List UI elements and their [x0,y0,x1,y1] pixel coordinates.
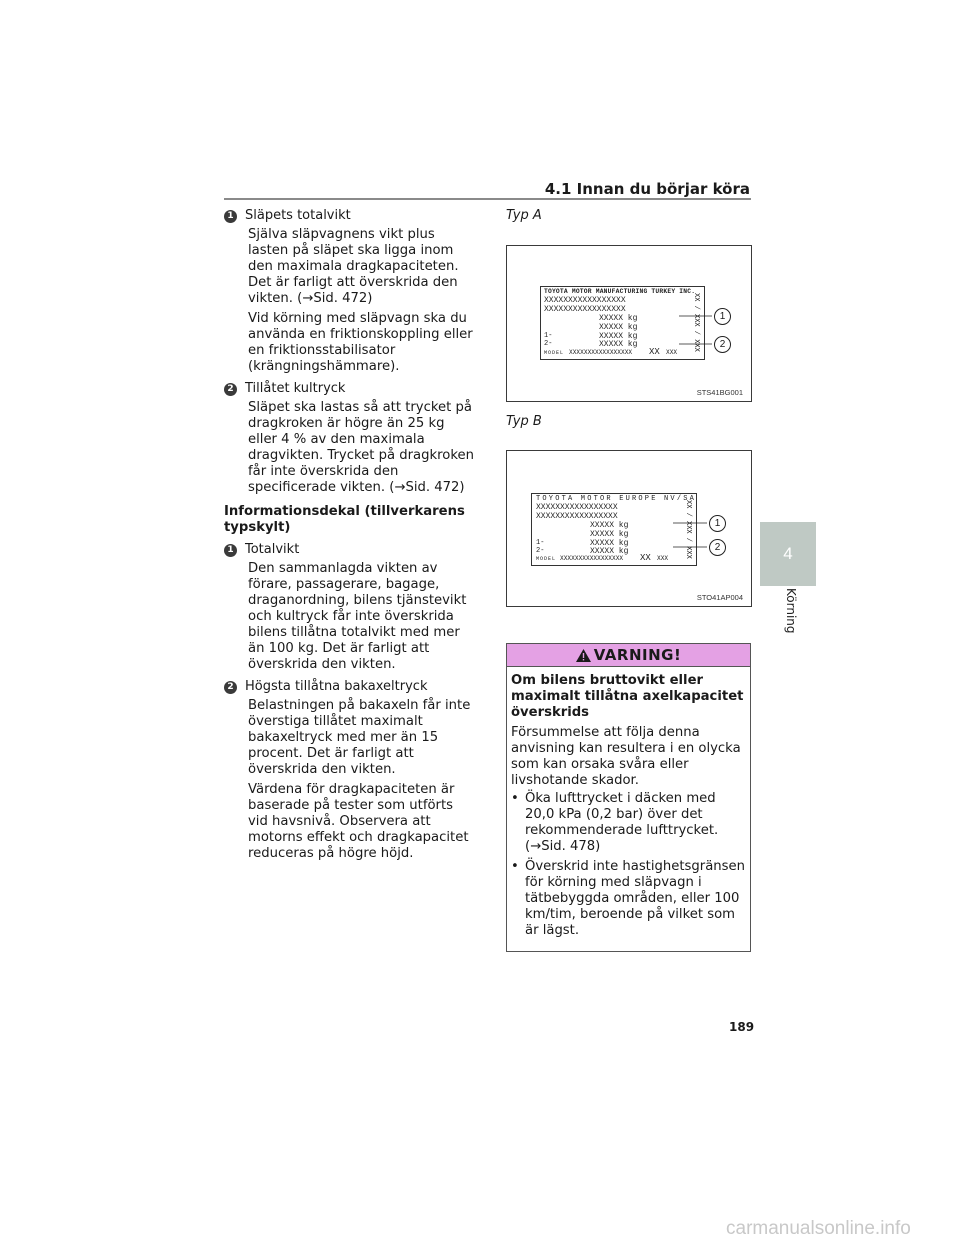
chapter-number: 4 [783,544,793,563]
plate-line: XXXXXXXXXXXXXXXXX [536,512,618,521]
plate-prefix: 2- [536,547,545,555]
circled-number-1: 1 [224,210,237,223]
plate-side-text: XX / XXX / XXX [684,500,692,559]
plate-model-xx: XX [649,347,660,357]
plate-weight: XXXXX kg [599,332,638,341]
type-b-label: Typ B [506,414,542,429]
item-title: Släpets totalvikt [245,208,351,223]
plate-model-value: XXXXXXXXXXXXXXXXX [560,555,624,562]
callout-leader-lines [507,246,751,401]
paragraph: Värdena för dragkapaciteten är baserade på tester som utförts vid havsnivå. Observera att motorns effekt och dragkapacitet reduceras på högre höjd. [248,782,469,861]
item-trailer-total-weight [224,208,474,375]
plate-weight: XXXXX kg [590,521,629,530]
plate-model-label: MODEL [544,350,565,356]
plate-model-label: MODEL [536,556,557,562]
figure-type-a [506,245,752,402]
page-number: 189 [729,1020,755,1034]
plate-line: XXXXXXXXXXXXXXXXX [544,296,626,305]
item-title: Tillåtet kultryck [245,381,346,396]
plate-line: XXXXXXXXXXXXXXXXX [536,503,618,512]
bullet-text: Öka lufttrycket i däcken med 20,0 kPa (0,2 bar) över det rekommenderade lufttrycket. (→Sid. 478) [525,791,719,854]
callout-2: 2 [714,336,731,353]
plate-weight: XXXXX kg [599,314,638,323]
callout-2: 2 [709,539,726,556]
figure-code: STS41BG001 [696,388,743,397]
item-rear-axle-load [224,679,474,862]
plate-prefix: 1- [536,539,545,547]
paragraph: Själva släpvagnens vikt plus lasten på släpet ska ligga inom den maximala dragkapaciteten. Det är farligt att överskrida den vikten. (→Sid. 472) [248,227,459,306]
item-title: Totalvikt [245,542,300,557]
bullet-dot: • [511,791,519,806]
plate-weight: XXXXX kg [590,547,629,556]
circled-number-2: 2 [224,681,237,694]
paragraph: Vid körning med släpvagn ska du använda en friktionskoppling eller en friktionsstabilisator (krängningshämmare). [248,311,473,374]
warning-body [507,667,750,951]
section-header-title: 4.1 Innan du börjar köra [544,180,750,198]
plate-model-xx: XX [640,553,651,563]
warning-header [507,644,750,667]
type-a-label: Typ A [506,208,542,223]
watermark: carmanualsonline.info [726,1218,911,1239]
header-divider [224,198,751,200]
item-gross-weight [224,542,474,673]
figure-code: STO41AP004 [696,593,743,602]
warning-bullet [511,791,746,855]
plate-weight: XXXXX kg [590,530,629,539]
bullet-text: Överskrid inte hastighetsgränsen för körning med släpvagn i tätbebyggda områden, eller 100 km/tim, beroende på vilket som är lägst. [525,859,745,938]
warning-triangle-icon [576,649,591,662]
plate-model-xxx: XXX [657,555,669,562]
bullet-dot: • [511,859,519,874]
plate-weight: XXXXX kg [599,340,638,349]
warning-text: Försummelse att följa denna anvisning kan resultera i en olycka som kan orsaka svåra eller livshotande skador. [511,725,741,788]
plate-weight: XXXXX kg [599,323,638,332]
plate-weight: XXXXX kg [590,539,629,548]
item-title: Högsta tillåtna bakaxeltryck [245,679,428,694]
figure-type-b [506,450,752,607]
plate-title: TOYOTA MOTOR MANUFACTURING TURKEY INC. [544,288,696,295]
chapter-tab[interactable] [760,522,816,586]
warning-title: VARNING! [593,646,682,664]
callout-1: 1 [714,308,731,325]
plate-title: TOYOTA MOTOR EUROPE NV/SA [536,495,697,503]
plate-side-text: XX / XXX / XXX [692,293,700,352]
item-ball-pressure [224,381,474,496]
paragraph: Den sammanlagda vikten av förare, passagerare, bagage, draganordning, bilens tjänstevikt och kultryck får inte överskrida bilens tillåtna totalvikt med mer än 100 kg. Det är farligt att överskrida den vikten. [248,561,467,672]
paragraph: Belastningen på bakaxeln får inte överstiga tillåtet maximalt bakaxeltryck med mer än 15 procent. Det är farligt att överskrida den vikten. [248,698,471,777]
plate-prefix: 1- [544,332,553,340]
circled-number-1: 1 [224,544,237,557]
section-title: Informationsdekal (tillverkarens typskylt) [224,504,465,535]
chapter-label: Körning [784,588,798,634]
plate-model-xxx: XXX [666,349,678,356]
right-column [506,208,752,224]
warning-subtitle: Om bilens bruttovikt eller maximalt tillåtna axelkapacitet överskrids [511,673,744,720]
left-column [224,208,474,868]
plate-line: XXXXXXXXXXXXXXXXX [544,305,626,314]
warning-bullet [511,859,746,939]
plate-model-value: XXXXXXXXXXXXXXXXX [569,349,633,356]
warning-box [506,643,751,952]
circled-number-2: 2 [224,383,237,396]
paragraph: Släpet ska lastas så att trycket på dragkroken är högre än 25 kg eller 4 % av den maximala dragvikten. Trycket på dragkroken får inte överskrida den specificerade vikten. (→Sid. 472) [248,400,474,495]
callout-1: 1 [709,515,726,532]
plate-prefix: 2- [544,340,553,348]
